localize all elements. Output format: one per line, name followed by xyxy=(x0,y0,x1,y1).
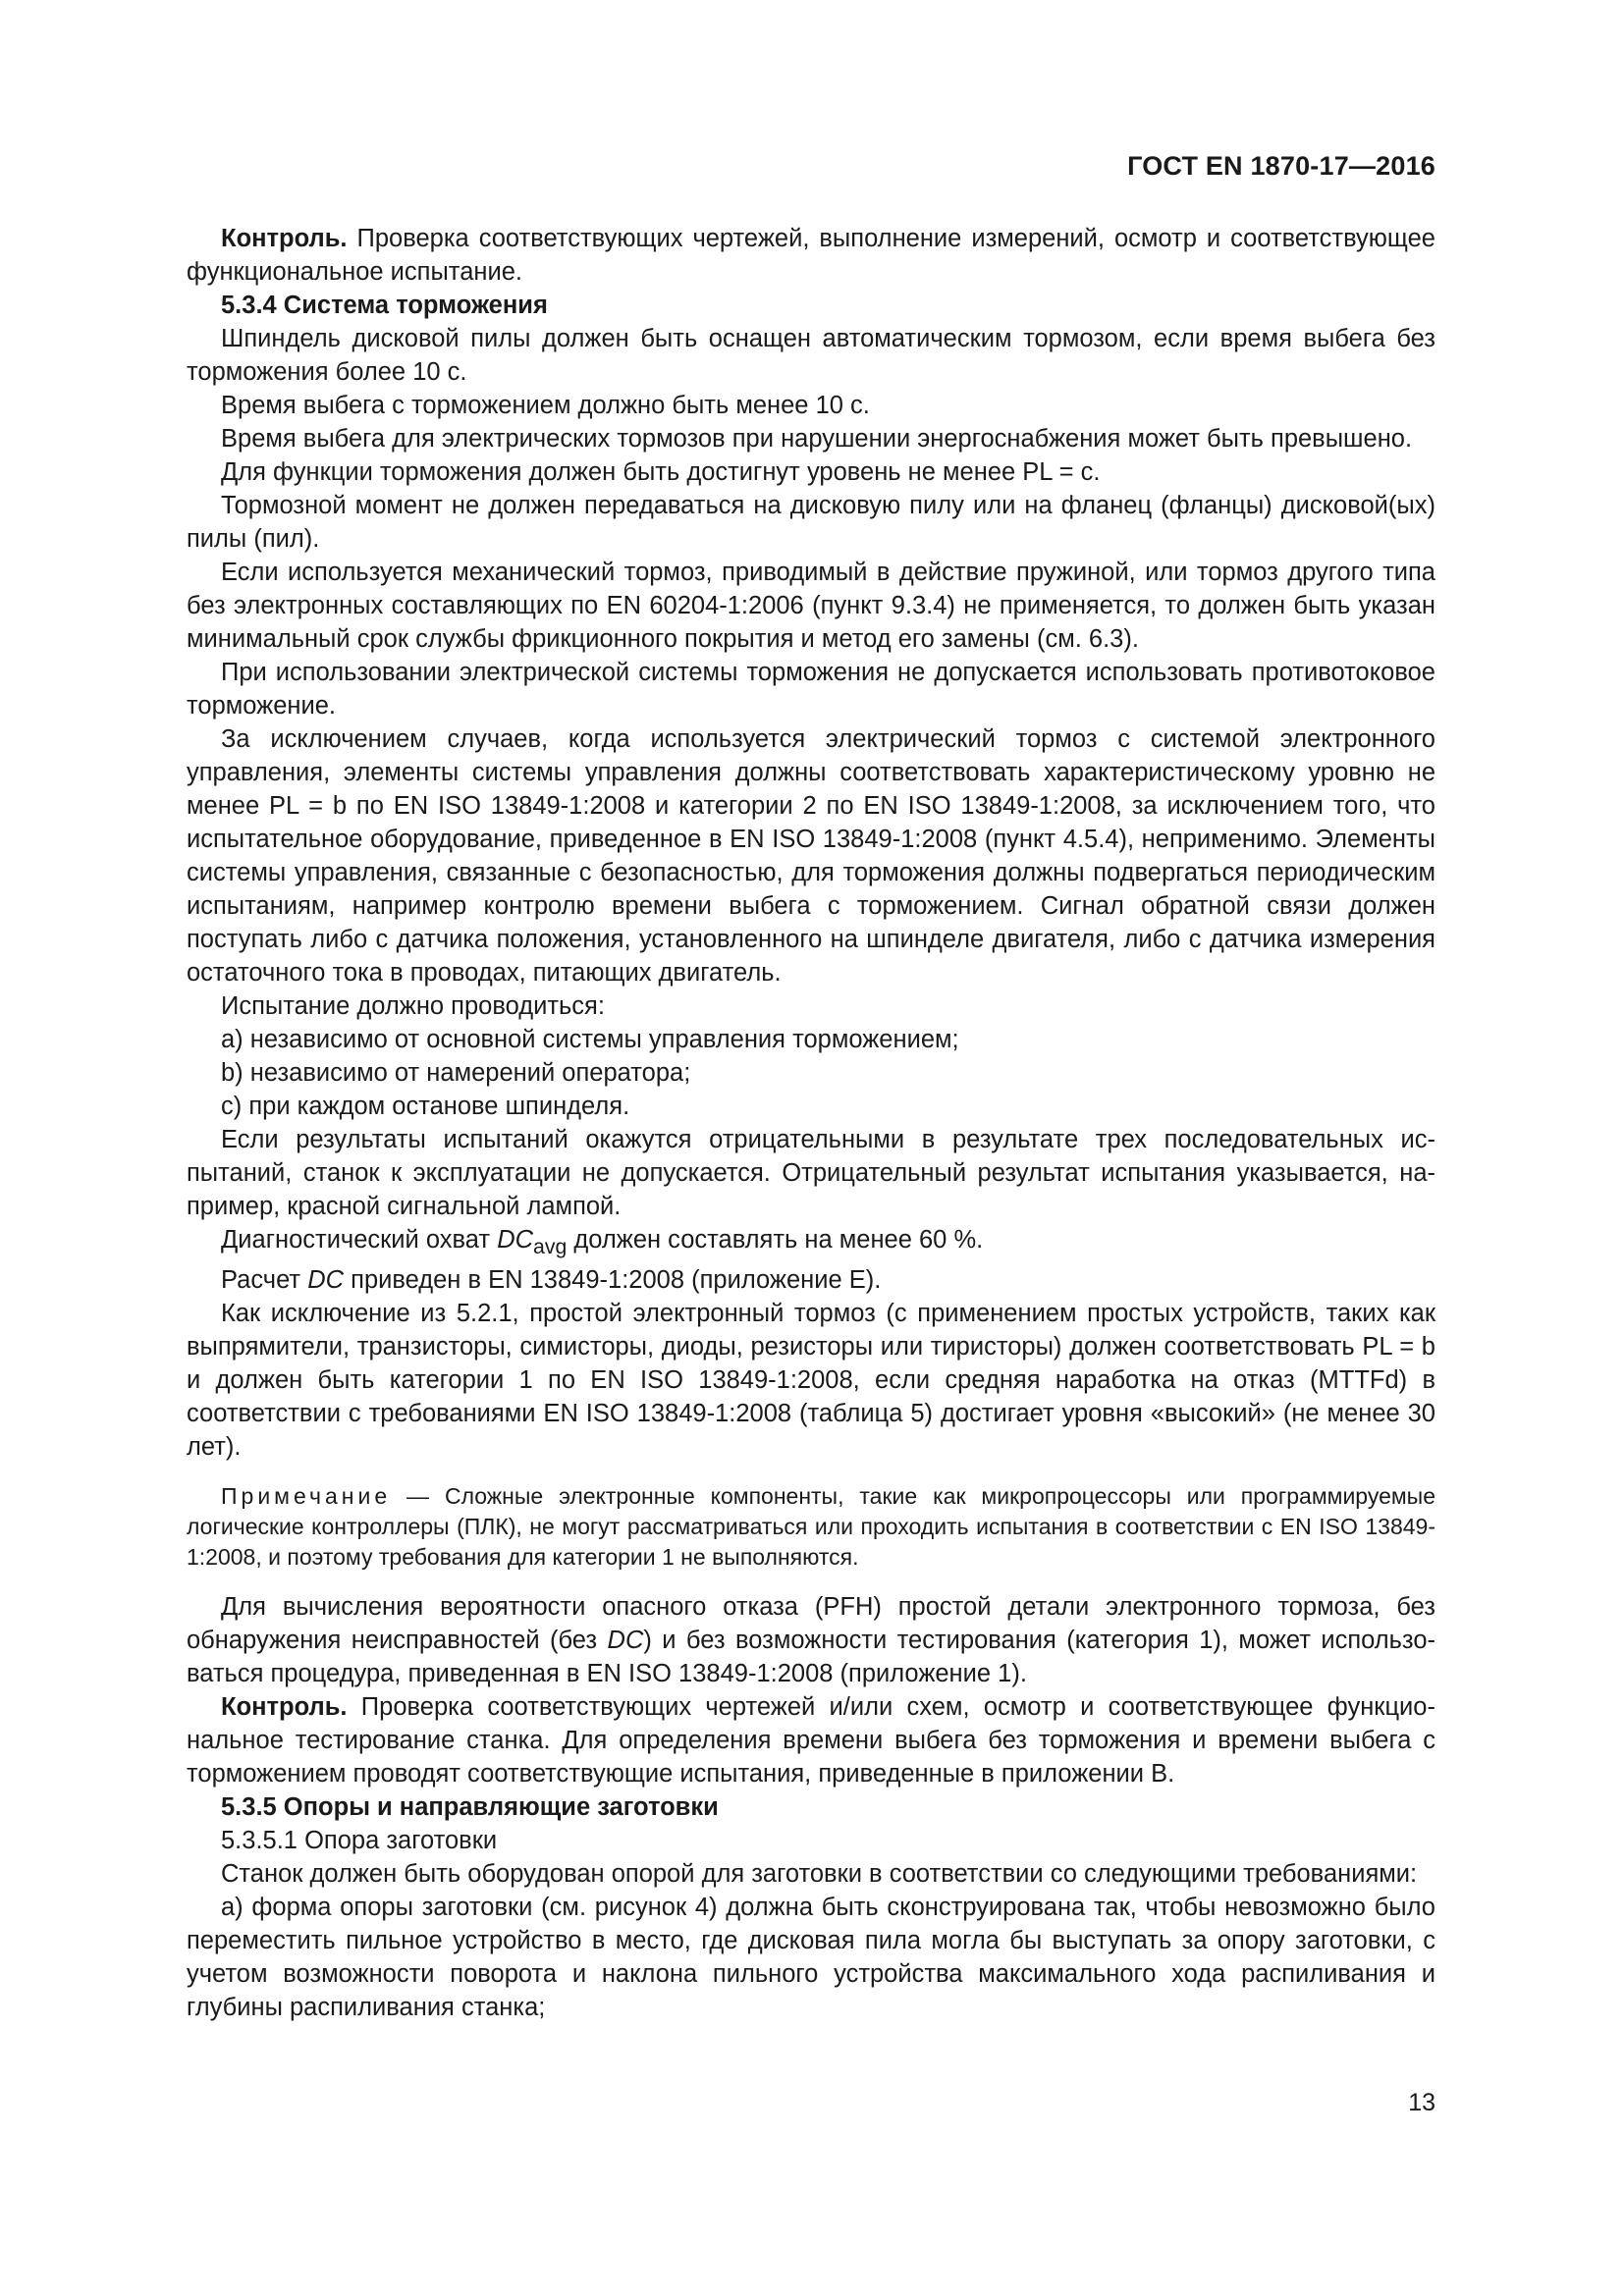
list-item-a: a) независимо от основной системы управления торможением; xyxy=(221,1026,959,1053)
paragraph: Как исключение из 5.2.1, простой электронный тормоз (с применением простых устройств, таких как выпрямители, транзисторы, симисторы, диоды, резисторы или тиристоры) должен соответствовать PL = b и должен быть категории 1 по EN ISO 13849-1:2008, если средняя наработка на отказ (MTTFd) в соответствии с требованиями EN ISO 13849-1:2008 (таблица 5) достигает уровня «высокий» (не менее 30 лет). xyxy=(187,1300,1435,1462)
list-item-a: a) форма опоры заготовки (см. рисунок 4) должна быть сконструирована так, чтобы невозможно было переместить пильное устройство в место, где дисковая пила могла бы выступать за опору заготовки, с учетом возможности поворота и наклона пильного устройства максимального хода распиливания и глубины распиливания станка; xyxy=(187,1894,1435,2022)
paragraph: Для функции торможения должен быть достигнут уровень не менее PL = с. xyxy=(221,458,1101,486)
paragraph: При использовании электрической системы торможения не допускается использовать противотоковое торможение. xyxy=(187,659,1435,720)
paragraph: Время выбега для электрических тормозов при нарушении энергоснабжения может быть превышено. xyxy=(221,425,1413,453)
paragraph: Контроль. Проверка соответствующих чертежей, выполнение измерений, осмотр и соответствующее функциональное испытание. xyxy=(187,225,1435,286)
paragraph: Контроль. Проверка соответствующих чертежей и/или схем, осмотр и соответствующее функциональное тестирование станка. Для определения времени выбега без торможения и времени выбега с торможением проводят соответствующие испытания, приведенные в приложении B. xyxy=(187,1693,1435,1789)
note: Примечание — Сложные электронные компоненты, такие как микропроцессоры или программируемые логические контроллеры (ПЛК), не могут рассматриваться или проходить испытания в соответствии с EN ISO 13849-1:2008, и поэтому требования для категории 1 не выполняются. xyxy=(187,1483,1435,1571)
paragraph: Станок должен быть оборудован опорой для заготовки в соответствии со следующими требованиями: xyxy=(221,1860,1418,1889)
subsection-heading-5-3-5-1: 5.3.5.1 Опора заготовки xyxy=(221,1827,498,1855)
page-number: 13 xyxy=(1408,2089,1435,2116)
section-heading-5-3-5: 5.3.5 Опоры и направляющие заготовки xyxy=(221,1793,719,1822)
paragraph: Если используется механический тормоз, приводимый в действие пружиной, или тормоз другого типа без электронных составляющих по EN 60204-1:2006 (пункт 9.3.4) не применяется, то должен быть указан минимальный срок службы фрикционного покрытия и метод его замены (см. 6.3). xyxy=(187,559,1435,653)
paragraph: Если результаты испытаний окажутся отрицательными в результате трех последовательных испытаний, станок к эксплуатации не допускается. Отрицательный результат испытания указывается, например, красной сигнальной лампой. xyxy=(187,1126,1435,1220)
paragraph: За исключением случаев, когда используется электрический тормоз с системой электронного управления, элементы системы управления должны соответствовать характеристическому уровню не менее PL = b по EN ISO 13849-1:2008 и категории 2 по EN ISO 13849-1:2008, за исключением того, что испытательное оборудование, приведенное в EN ISO 13849-1:2008 (пункт 4.5.4), неприменимо. Элементы системы управления, связанные с безопасностью, для торможения должны подвергаться периодическим испытаниям, например контролю времени выбега с торможением. Сигнал обратной связи должен поступать либо с датчика положения, установленного на шпинделе двигателя, либо с датчика измерения остаточного тока в проводах, питающих двигатель. xyxy=(187,725,1435,987)
section-heading-5-3-4: 5.3.4 Система торможения xyxy=(221,292,548,319)
note-label: Примечание xyxy=(221,1483,392,1510)
control-label: Контроль. xyxy=(221,225,348,252)
list-item-b: b) независимо от намерений оператора; xyxy=(221,1059,691,1087)
list-item-c: c) при каждом останове шпинделя. xyxy=(221,1093,630,1120)
paragraph: Шпиндель дисковой пилы должен быть оснащен автоматическим тормозом, если время выбега без торможения более 10 с. xyxy=(187,325,1435,386)
paragraph: Расчет DC приведен в EN 13849-1:2008 (приложение E). xyxy=(221,1266,882,1295)
paragraph: Испытание должно проводиться: xyxy=(221,992,605,1020)
paragraph: Тормозной момент не должен передаваться на дисковую пилу или на фланец (фланцы) дисковой(ых) пилы (пил). xyxy=(187,492,1435,553)
control-label: Контроль. xyxy=(221,1693,348,1722)
paragraph: Диагностический охват $DC_{avg}$ должен составлять на менее 60 %. xyxy=(221,1226,984,1259)
page-content xyxy=(187,222,1435,2024)
paragraph: Для вычисления вероятности опасного отказа (PFH) простой детали электронного тормоза, без обнаружения неисправностей (без DC) и без возможности тестирования (категория 1), может использоваться процедура, приведенная в EN ISO 13849-1:2008 (приложение 1). xyxy=(187,1593,1435,1688)
paragraph: Время выбега с торможением должно быть менее 10 с. xyxy=(221,392,870,419)
standard-header: ГОСТ EN 1870-17—2016 xyxy=(1127,151,1435,181)
